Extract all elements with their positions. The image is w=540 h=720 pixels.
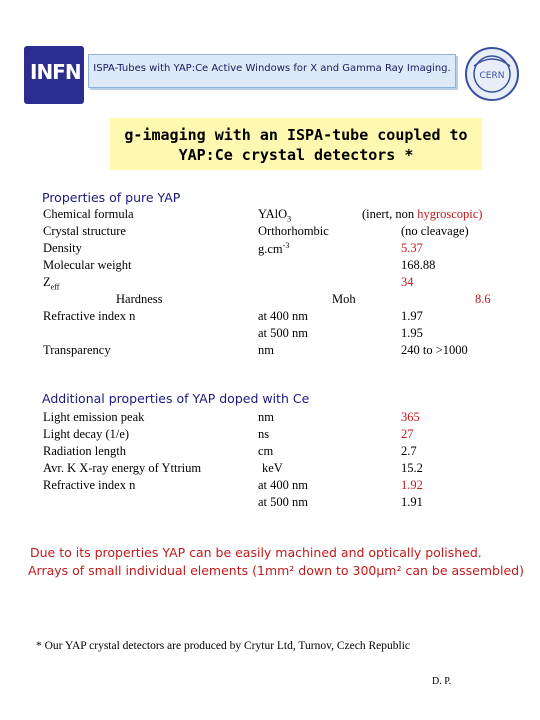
- pure-mid-5: Moh: [332, 292, 356, 306]
- infn-logo: [24, 46, 84, 104]
- doped-yap-heading: Additional properties of YAP doped with Ce: [42, 391, 310, 406]
- signature: D. P.: [432, 676, 452, 687]
- pure-mid-0: YAlO$_3$: [258, 207, 292, 224]
- doped-val-2: 2.7: [401, 444, 417, 458]
- note-line-1: Due to its properties YAP can be easily machined and optically polished.: [30, 545, 482, 560]
- cern-logo: [462, 44, 522, 104]
- pure-mid-7: at 500 nm: [258, 326, 308, 340]
- title-line-1: g-imaging with an ISPA-tube coupled to: [124, 126, 468, 144]
- pure-val-4: 34: [401, 275, 414, 289]
- doped-label-4: Refractive index n: [43, 478, 136, 492]
- note-line-2: Arrays of small individual elements (1mm² down to 300µm² can be assembled): [28, 563, 524, 578]
- doped-val-5: 1.91: [401, 495, 423, 509]
- pure-val-3: 168.88: [401, 258, 436, 272]
- footnote: * Our YAP crystal detectors are produced by Crytur Ltd, Turnov, Czech Republic: [36, 640, 410, 652]
- pure-yap-heading: Properties of pure YAP: [42, 190, 181, 205]
- pure-val-6: 1.97: [401, 309, 423, 323]
- doped-mid-3: keV: [262, 461, 283, 475]
- doped-label-2: Radiation length: [43, 444, 126, 458]
- doped-mid-2: cm: [258, 444, 274, 458]
- pure-val-7: 1.95: [401, 326, 423, 340]
- doped-val-4: 1.92: [401, 478, 423, 492]
- pure-label-0: Chemical formula: [43, 207, 134, 221]
- pure-val-8: 240 to >1000: [401, 343, 468, 357]
- pure-mid-8: nm: [258, 343, 274, 357]
- pure-extra-text: (inert, non: [362, 207, 415, 221]
- pure-label-1: Crystal structure: [43, 224, 126, 238]
- pure-mid-6: at 400 nm: [258, 309, 308, 323]
- doped-label-1: Light decay (1/e): [43, 427, 130, 441]
- header-banner: [88, 54, 456, 88]
- doped-val-0: 365: [401, 410, 420, 424]
- pure-mid-1: Orthorhombic: [258, 224, 329, 238]
- pure-extra-red: hygroscopic): [417, 207, 483, 221]
- doped-mid-0: nm: [258, 410, 274, 424]
- pure-val-5: 8.6: [475, 292, 491, 306]
- cern-logo-text: CERN: [479, 71, 505, 81]
- pure-label-3: Molecular weight: [43, 258, 132, 272]
- pure-label-2: Density: [43, 241, 82, 255]
- pure-mid-2: $g.cm^{-3}$: [258, 241, 290, 257]
- title-line-2: YAP:Ce crystal detectors *: [178, 146, 414, 164]
- doped-mid-1: ns: [258, 427, 270, 441]
- pure-extra-0: [362, 207, 482, 222]
- pure-label-4: $Z_{eff}$: [43, 275, 60, 292]
- doped-val-3: 15.2: [401, 461, 423, 475]
- title-box: [110, 118, 482, 170]
- pure-label-5: Hardness: [116, 292, 163, 306]
- pure-label-8: Transparency: [43, 343, 111, 357]
- header-title: ISPA-Tubes with YAP:Ce Active Windows for X and Gamma Ray Imaging.: [93, 63, 451, 74]
- doped-label-0: Light emission peak: [43, 410, 145, 424]
- pure-label-6: Refractive index n: [43, 309, 136, 323]
- doped-val-1: 27: [401, 427, 414, 441]
- pure-val-1: (no cleavage): [401, 224, 469, 238]
- doped-mid-5: at 500 nm: [258, 495, 308, 509]
- doped-label-3: Avr. K X-ray energy of Yttrium: [43, 461, 202, 475]
- pure-val-2: 5.37: [401, 241, 423, 255]
- infn-logo-text: INFN: [30, 60, 81, 84]
- doped-mid-4: at 400 nm: [258, 478, 308, 492]
